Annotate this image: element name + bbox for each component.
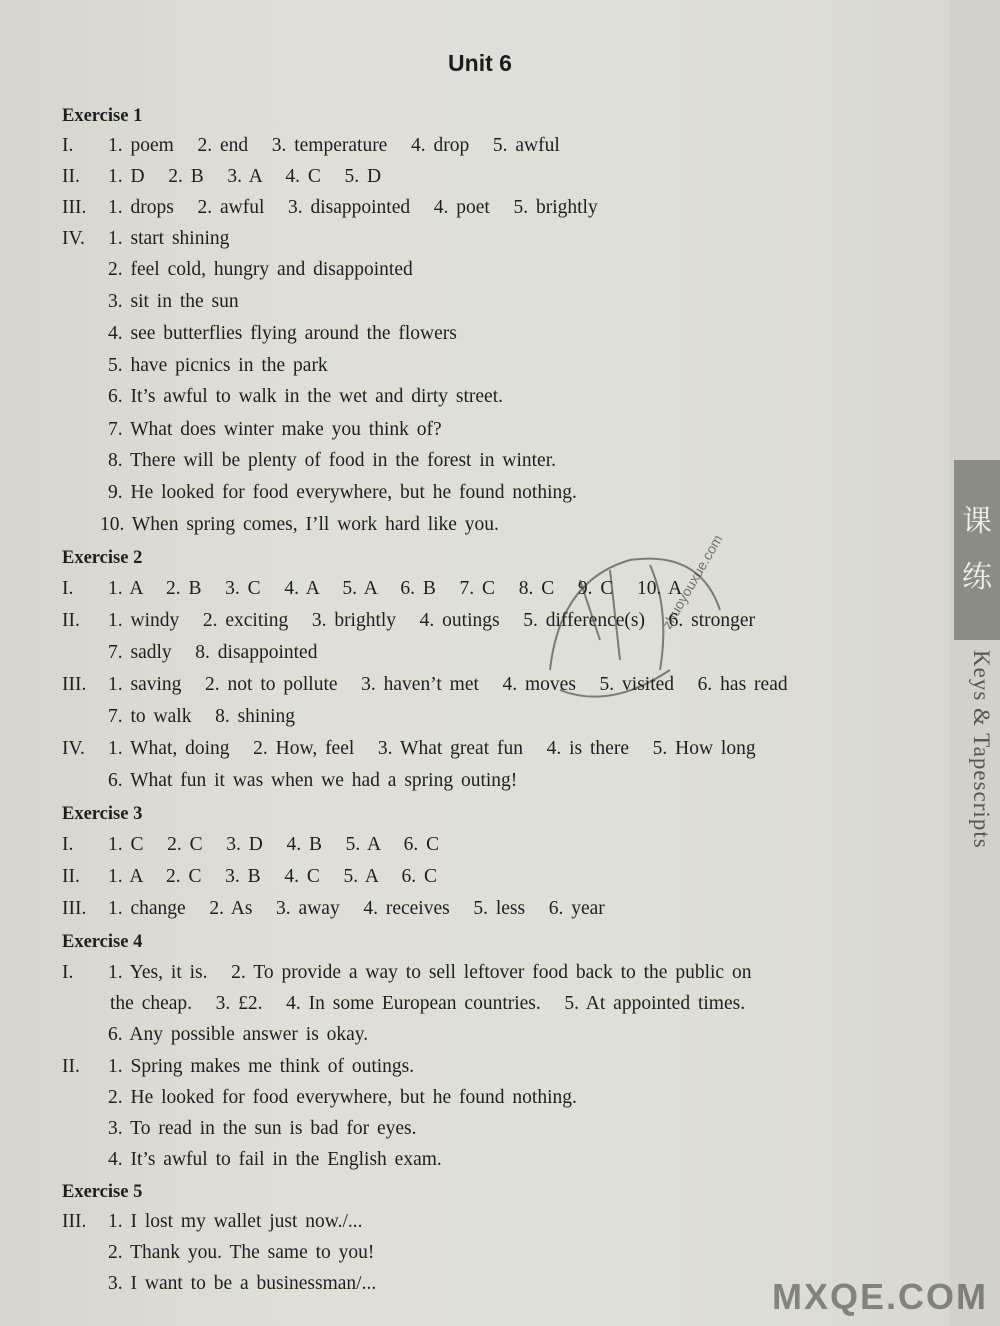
section-numeral: II. xyxy=(62,610,80,631)
answer-line: 6. It’s awful to walk in the wet and dirty street. xyxy=(108,386,503,407)
answer-line: 4. see butterflies flying around the flowers xyxy=(108,323,457,344)
answer-line: 1. windy 2. exciting 3. brightly 4. outings 5. difference(s) 6. stronger xyxy=(108,610,756,631)
answer-line: 7. to walk 8. shining xyxy=(108,706,295,727)
section-numeral: IV. xyxy=(62,228,85,249)
section-numeral: III. xyxy=(62,898,87,919)
answer-line: 2. feel cold, hungry and disappointed xyxy=(108,259,413,280)
exercise-heading: Exercise 2 xyxy=(62,548,143,568)
answer-line: 1. A 2. C 3. B 4. C 5. A 6. C xyxy=(108,866,438,887)
side-tab-char-2: 练 xyxy=(962,560,992,595)
section-numeral: III. xyxy=(62,197,87,218)
section-numeral: III. xyxy=(62,674,87,695)
answer-line: the cheap. 3. £2. 4. In some European countries. 5. At appointed times. xyxy=(110,993,746,1014)
answer-line: 1. poem 2. end 3. temperature 4. drop 5. awful xyxy=(108,135,560,156)
answer-line: 1. Spring makes me think of outings. xyxy=(108,1056,415,1077)
answer-line: 9. He looked for food everywhere, but he found nothing. xyxy=(108,482,577,503)
answer-line: 1. saving 2. not to pollute 3. haven’t met 4. moves 5. visited 6. has read xyxy=(108,674,788,695)
page-title: Unit 6 xyxy=(448,50,512,76)
answer-line: 4. It’s awful to fail in the English exam. xyxy=(108,1149,442,1170)
side-tab-char-1: 课 xyxy=(962,504,992,539)
answer-line: 1. drops 2. awful 3. disappointed 4. poet 5. brightly xyxy=(108,197,598,218)
answer-line: 10. When spring comes, I’ll work hard like you. xyxy=(100,514,499,535)
answer-line: 3. sit in the sun xyxy=(108,291,239,312)
exercise-heading: Exercise 3 xyxy=(62,804,143,824)
section-numeral: II. xyxy=(62,866,80,887)
answer-line: 2. He looked for food everywhere, but he found nothing. xyxy=(108,1087,577,1108)
watermark-text: MXQE.COM xyxy=(771,1276,988,1317)
answer-line: 1. change 2. As 3. away 4. receives 5. less 6. year xyxy=(108,898,605,919)
section-numeral: III. xyxy=(62,1211,87,1232)
section-numeral: I. xyxy=(62,962,74,983)
svg-text:zhuoyouxue.com: zhuoyouxue.com xyxy=(658,531,726,632)
section-numeral: II. xyxy=(62,1056,80,1077)
exercise-heading: Exercise 1 xyxy=(62,106,143,126)
section-numeral: II. xyxy=(62,166,80,187)
exercise-heading: Exercise 5 xyxy=(62,1182,143,1202)
answer-line: 1. D 2. B 3. A 4. C 5. D xyxy=(108,166,382,187)
answer-line: 2. Thank you. The same to you! xyxy=(108,1242,375,1263)
answer-line: 1. I lost my wallet just now./... xyxy=(108,1211,363,1232)
answer-line: 1. C 2. C 3. D 4. B 5. A 6. C xyxy=(108,834,440,855)
answer-line: 7. sadly 8. disappointed xyxy=(108,642,318,663)
side-tab xyxy=(954,460,1000,640)
section-numeral: I. xyxy=(62,135,74,156)
section-numeral: I. xyxy=(62,578,74,599)
answer-line: 1. What, doing 2. How, feel 3. What great fun 4. is there 5. How long xyxy=(108,738,756,759)
answer-line: 3. I want to be a businessman/... xyxy=(108,1273,377,1294)
answer-line: 1. Yes, it is. 2. To provide a way to sell leftover food back to the public on xyxy=(108,962,752,983)
answer-line: 5. have picnics in the park xyxy=(108,355,328,376)
side-caption: Keys & Tapescripts xyxy=(969,650,994,849)
answer-line: 8. There will be plenty of food in the forest in winter. xyxy=(108,450,557,471)
section-numeral: I. xyxy=(62,834,74,855)
answer-line: 3. To read in the sun is bad for eyes. xyxy=(108,1118,417,1139)
answer-line: 6. Any possible answer is okay. xyxy=(108,1024,369,1045)
answer-line: 7. What does winter make you think of? xyxy=(108,419,442,440)
answer-line: 6. What fun it was when we had a spring outing! xyxy=(108,770,518,791)
exercise-heading: Exercise 4 xyxy=(62,932,143,952)
answer-line: 1. start shining xyxy=(108,228,230,249)
answer-line: 1. A 2. B 3. C 4. A 5. A 6. B 7. C 8. C 9. C 10. A xyxy=(108,578,683,599)
section-numeral: IV. xyxy=(62,738,85,759)
watermark-logo xyxy=(771,1254,996,1324)
